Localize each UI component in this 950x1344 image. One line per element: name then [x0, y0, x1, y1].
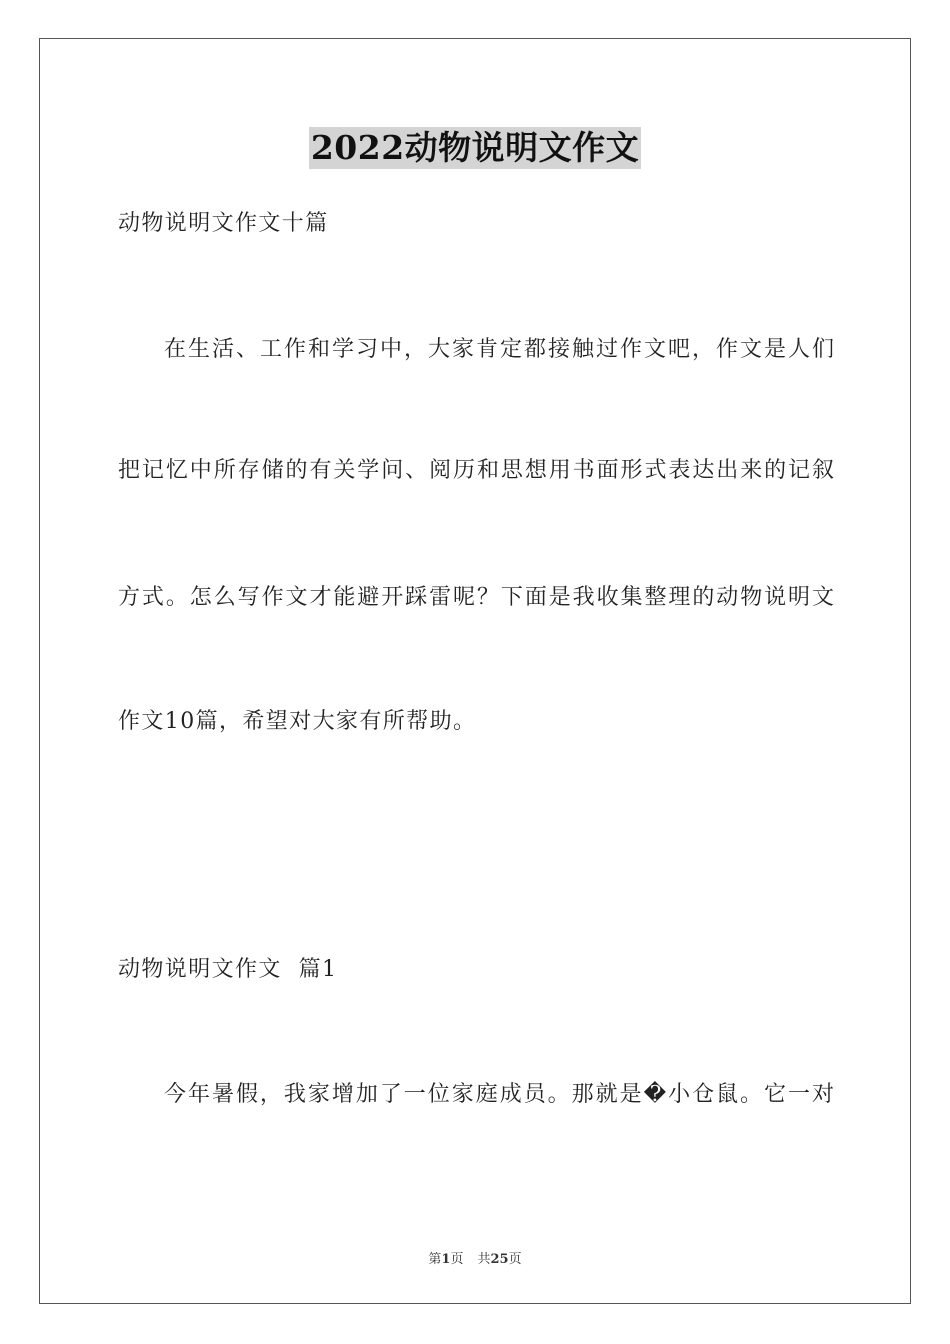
total-pages: 25: [490, 1252, 509, 1267]
page-suffix: 页: [450, 1252, 464, 1267]
intro-line-4: 作文10篇，希望对大家有所帮助。: [118, 709, 477, 734]
section-heading: 动物说明文作文 篇1: [118, 957, 338, 982]
intro-line-2: 把记忆中所存储的有关学问、阅历和思想用书面形式表达出来的记叙: [118, 458, 834, 483]
total-suffix: 页: [508, 1252, 522, 1267]
title-text: 2022动物说明文作文: [310, 128, 640, 167]
subtitle: 动物说明文作文十篇: [118, 211, 329, 236]
document-title: [0, 127, 950, 169]
page-footer: [0, 1248, 950, 1267]
page-number: 1: [441, 1252, 451, 1267]
total-prefix: 共: [477, 1252, 491, 1267]
intro-line-3: 方式。怎么写作文才能避开踩雷呢？下面是我收集整理的动物说明文: [118, 585, 834, 610]
section-line-1: 今年暑假，我家增加了一位家庭成员。那就是�小仓鼠。它一对: [164, 1082, 834, 1107]
intro-line-1: 在生活、工作和学习中，大家肯定都接触过作文吧，作文是人们: [164, 337, 834, 362]
page-prefix: 第: [428, 1252, 442, 1267]
